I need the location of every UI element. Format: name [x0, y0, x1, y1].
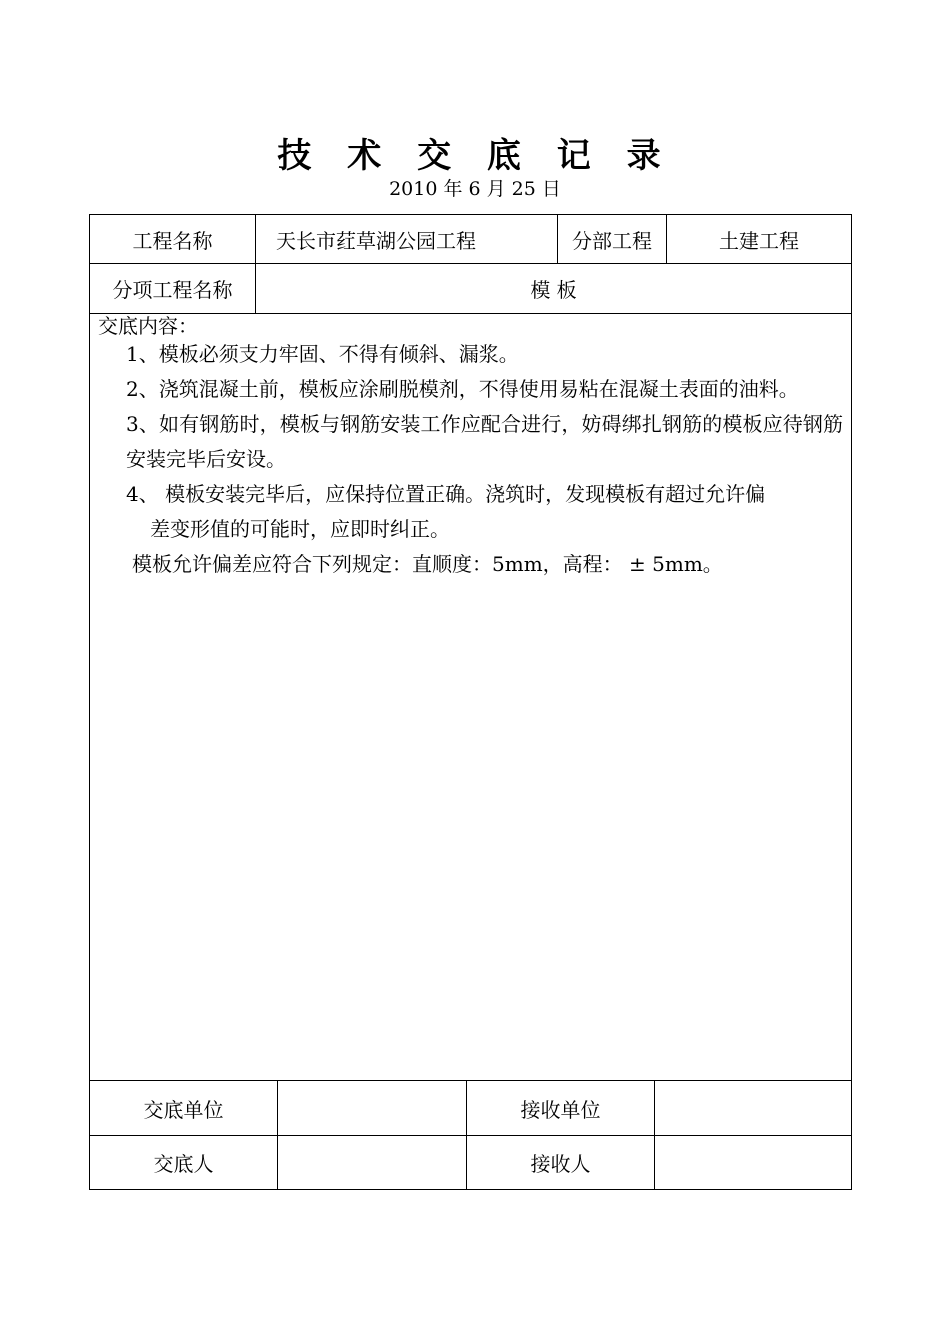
content-label: 交底内容：: [98, 314, 198, 338]
table-border-right: [851, 214, 852, 1190]
receiver-unit-label: 接收单位: [520, 1097, 601, 1122]
table-border-bottom: [89, 1189, 852, 1190]
content-item: 2、浇筑混凝土前，模板应涂刷脱模剂，不得使用易粘在混凝土表面的油料。: [126, 377, 799, 401]
content-item: 4、 模板安装完毕后，应保持位置正确。浇筑时，发现模板有超过允许偏: [126, 482, 766, 506]
row-divider: [89, 313, 852, 314]
receiver-value[interactable]: [655, 1136, 851, 1189]
receiver-label: 接收人: [530, 1152, 591, 1176]
subitem-name-value: 模 板: [530, 278, 577, 302]
receiver-unit-value[interactable]: [655, 1081, 851, 1135]
content-item: 3、如有钢筋时，模板与钢筋安装工作应配合进行，妨碍绑扎钢筋的模板应待钢筋安装完毕后安设。: [126, 412, 843, 471]
content-item: 1、模板必须支力牢固、不得有倾斜、漏浆。: [126, 342, 519, 366]
division-value: 土建工程: [719, 228, 799, 253]
content-item: 差变形值的可能时，应即时纠正。: [150, 517, 450, 541]
division-label: 分部工程: [572, 228, 652, 253]
tolerance-note: 模板允许偏差应符合下列规定：直顺度：5mm，高程： ± 5mm。: [132, 552, 723, 576]
giver-value[interactable]: [278, 1136, 466, 1189]
document-date: 2010 年 6 月 25 日: [389, 178, 561, 200]
giver-unit-label: 交底单位: [143, 1097, 224, 1122]
subitem-name-label: 分项工程名称: [112, 278, 233, 302]
disclosure-content: [98, 315, 843, 582]
project-name-label: 工程名称: [132, 228, 213, 253]
giver-unit-value[interactable]: [278, 1081, 466, 1135]
project-name-value: 天长市荭草湖公园工程: [276, 228, 476, 253]
giver-label: 交底人: [153, 1152, 214, 1176]
table-border-left: [89, 214, 90, 1190]
document-title: 技 术 交 底 记 录: [277, 136, 673, 176]
